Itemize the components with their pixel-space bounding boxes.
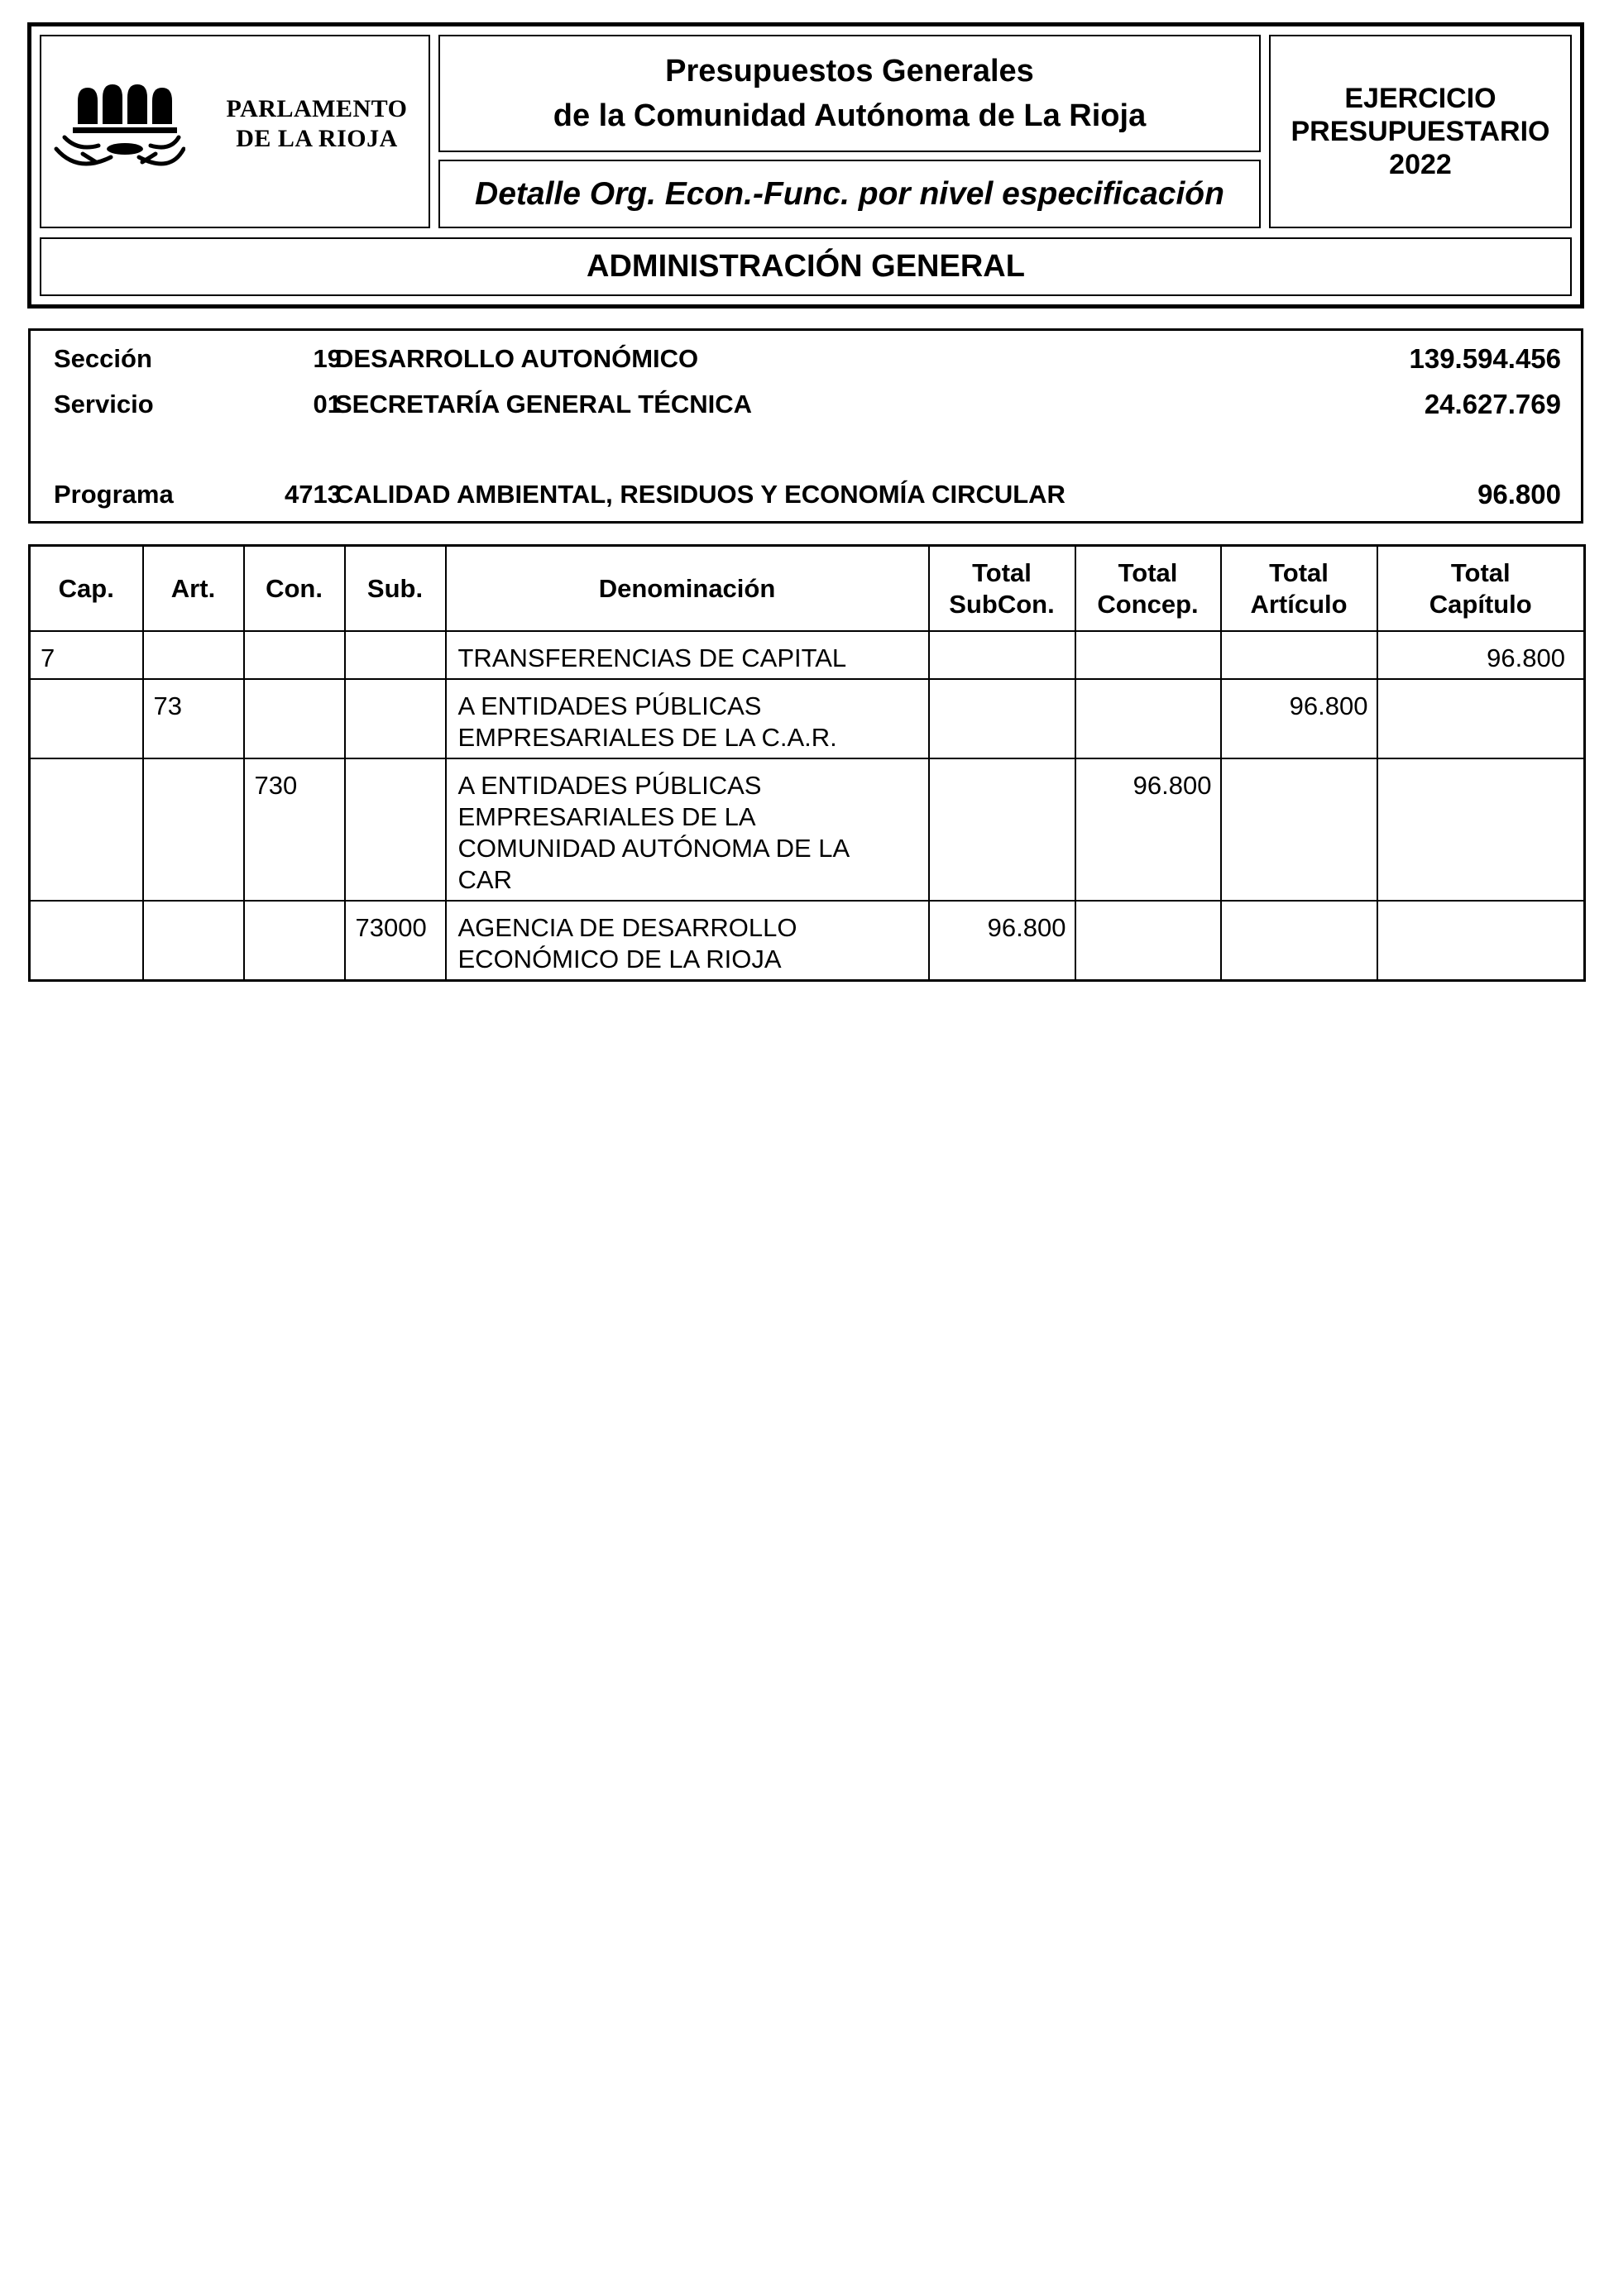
header-total-concep-line-1: Total (1118, 557, 1178, 587)
cell-art (143, 631, 244, 679)
cell-cap (30, 758, 143, 901)
cell-total-subcon (929, 631, 1075, 679)
cell-sub: 73000 (345, 901, 446, 981)
cell-total-concep (1075, 901, 1221, 981)
servicio-row (31, 388, 1581, 421)
logo-box (40, 35, 430, 228)
den-line: A ENTIDADES PÚBLICAS (457, 771, 762, 800)
subtitle-box (438, 160, 1261, 228)
cell-denominacion (446, 679, 929, 758)
header-con: Con. (244, 546, 345, 632)
cell-denominacion (446, 631, 929, 679)
servicio-name: SECRETARÍA GENERAL TÉCNICA (335, 390, 753, 419)
header-sub: Sub. (345, 546, 446, 632)
year-line-1: EJERCICIO (1344, 83, 1496, 114)
section-info (28, 328, 1583, 524)
header-total-articulo-line-1: Total (1269, 557, 1329, 587)
den-line: EMPRESARIALES DE LA C.A.R. (457, 723, 837, 752)
cell-total-subcon: 96.800 (929, 901, 1075, 981)
cell-total-articulo (1221, 758, 1377, 901)
servicio-code: 01 (313, 390, 342, 419)
cell-denominacion (446, 758, 929, 901)
cell-cap (30, 901, 143, 981)
header-total-articulo-line-2: Artículo (1250, 589, 1348, 619)
seccion-row (31, 342, 1581, 375)
header-total-concep-line-2: Concep. (1097, 589, 1199, 619)
programa-amount: 96.800 (1477, 479, 1561, 509)
den-line: COMUNIDAD AUTÓNOMA DE LA (457, 834, 850, 863)
header-art: Art. (143, 546, 244, 632)
cell-denominacion (446, 901, 929, 981)
header-total-capitulo-line-1: Total (1450, 557, 1511, 587)
cell-total-subcon (929, 679, 1075, 758)
cell-art (143, 758, 244, 901)
title-line-2: de la Comunidad Autónoma de La Rioja (553, 98, 1147, 133)
cell-cap: 7 (30, 631, 143, 679)
seccion-amount: 139.594.456 (1409, 343, 1561, 374)
cell-cap (30, 679, 143, 758)
parliament-logo (53, 73, 185, 180)
table-row (30, 901, 1585, 981)
programa-code: 4713 (285, 480, 342, 509)
header-denominacion: Denominación (446, 546, 929, 632)
logo-line-2: DE LA RIOJA (236, 125, 398, 152)
fiscal-year-box (1269, 35, 1572, 228)
den-line: EMPRESARIALES DE LA (457, 802, 756, 831)
den-line: TRANSFERENCIAS DE CAPITAL (457, 643, 847, 672)
header-total-subcon-line-2: SubCon. (949, 589, 1055, 619)
cell-total-capitulo (1377, 758, 1585, 901)
cell-con: 730 (244, 758, 345, 901)
servicio-amount: 24.627.769 (1424, 389, 1561, 419)
cell-art (143, 901, 244, 981)
header-cap: Cap. (30, 546, 143, 632)
cell-sub (345, 679, 446, 758)
header-total-articulo (1221, 546, 1377, 632)
cell-total-articulo (1221, 631, 1377, 679)
cell-con (244, 901, 345, 981)
cell-total-concep (1075, 631, 1221, 679)
admin-title: ADMINISTRACIÓN GENERAL (587, 249, 1025, 284)
den-line: CAR (457, 865, 512, 894)
year-line-3: 2022 (1389, 149, 1452, 180)
header-total-capitulo (1377, 546, 1585, 632)
seccion-name: DESARROLLO AUTONÓMICO (335, 344, 699, 373)
programa-row (31, 478, 1581, 511)
den-line: A ENTIDADES PÚBLICAS (457, 691, 762, 720)
table-header-row (30, 546, 1585, 632)
admin-box (40, 237, 1572, 296)
cell-sub (345, 631, 446, 679)
header-total-concep (1075, 546, 1221, 632)
cell-total-capitulo: 96.800 (1377, 631, 1585, 679)
cell-con (244, 631, 345, 679)
programa-label: Programa (54, 480, 174, 509)
cell-con (244, 679, 345, 758)
cell-total-concep (1075, 679, 1221, 758)
den-line: AGENCIA DE DESARROLLO (457, 913, 797, 942)
seccion-label: Sección (54, 344, 152, 373)
budget-table (28, 544, 1586, 982)
subtitle: Detalle Org. Econ.-Func. por nivel especificación (475, 175, 1224, 212)
title-line-1: Presupuestos Generales (665, 54, 1034, 88)
cell-sub (345, 758, 446, 901)
title-box (438, 35, 1261, 152)
programa-name: CALIDAD AMBIENTAL, RESIDUOS Y ECONOMÍA CIRCULAR (335, 480, 1065, 509)
den-line: ECONÓMICO DE LA RIOJA (457, 945, 782, 973)
servicio-label: Servicio (54, 390, 154, 419)
table-row (30, 679, 1585, 758)
cell-total-capitulo (1377, 679, 1585, 758)
year-line-2: PRESUPUESTARIO (1291, 116, 1550, 147)
cell-total-concep: 96.800 (1075, 758, 1221, 901)
cell-art: 73 (143, 679, 244, 758)
cell-total-capitulo (1377, 901, 1585, 981)
logo-line-1: PARLAMENTO (226, 95, 408, 122)
table-row (30, 758, 1585, 901)
header-total-subcon-line-1: Total (972, 557, 1032, 587)
cell-total-subcon (929, 758, 1075, 901)
seccion-code: 19 (313, 344, 342, 373)
cell-total-articulo (1221, 901, 1377, 981)
cell-total-articulo: 96.800 (1221, 679, 1377, 758)
header-total-subcon (929, 546, 1075, 632)
table-row (30, 631, 1585, 679)
logo-text (213, 94, 420, 154)
header-total-capitulo-line-2: Capítulo (1429, 589, 1532, 619)
